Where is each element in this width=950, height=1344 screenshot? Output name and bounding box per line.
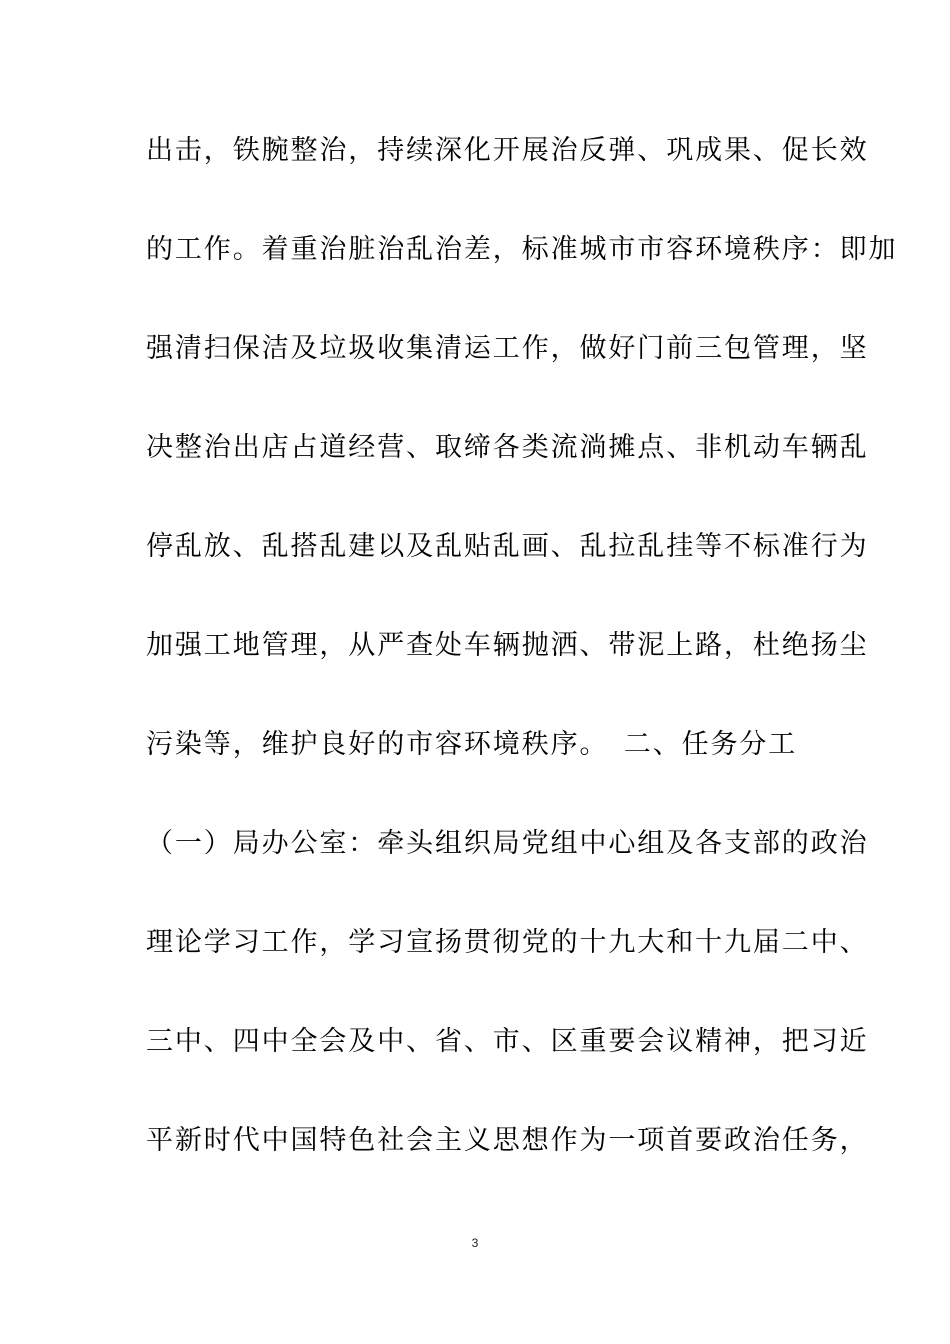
text-line-10: 三中、四中全会及中、省、市、区重要会议精神，把习近 [146, 1026, 869, 1057]
text-line-1: 出击，铁腕整治，持续深化开展治反弹、巩成果、促长效 [146, 135, 869, 166]
text-line-2: 的工作。着重治脏治乱治差，标准城市市容环境秩序：即加 [146, 234, 898, 265]
text-line-8: （一）局办公室：牵头组织局党组中心组及各支部的政治 [146, 828, 869, 859]
text-line-5: 停乱放、乱搭乱建以及乱贴乱画、乱拉乱挂等不标准行为 [146, 531, 869, 562]
text-line-11: 平新时代中国特色社会主义思想作为一项首要政治任务， [146, 1125, 869, 1156]
text-line-3: 强清扫保洁及垃圾收集清运工作，做好门前三包管理，坚 [146, 333, 869, 364]
page-number: 3 [471, 1236, 479, 1250]
text-line-9: 理论学习工作，学习宣扬贯彻党的十九大和十九届二中、 [146, 927, 869, 958]
text-line-6: 加强工地管理，从严查处车辆抛洒、带泥上路，杜绝扬尘 [146, 630, 869, 661]
text-line-4: 决整治出店占道经营、取缔各类流淌摊点、非机动车辆乱 [146, 432, 869, 463]
body-text [146, 126, 898, 1215]
text-line-7: 污染等，维护良好的市容环境秩序。 二、任务分工 [146, 729, 798, 760]
